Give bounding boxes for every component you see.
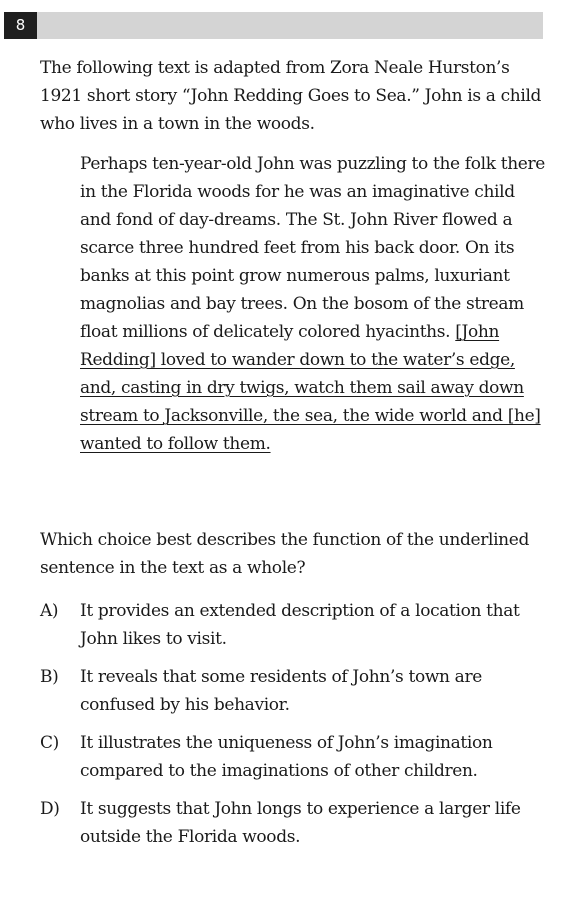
passage-text: Perhaps ten-year-old John was puzzling to the folk there in the Florida woods for he was an imaginative child and fond of day-dreams. The St. John River flowed a scarce three hundred feet from his back door. On its banks at this point grow numerous palms, luxuriant magnolias and bay trees. On the bosom of the stream float millions of delicately colored hyacinths. xyxy=(80,154,546,342)
question-prompt: Which choice best describes the function of the underlined sentence in the text as a whole? xyxy=(40,530,530,578)
choice-text: It illustrates the uniqueness of John’s imagination compared to the imaginations of other children. xyxy=(80,733,493,781)
choice-letter: B) xyxy=(40,667,59,687)
choice-letter: D) xyxy=(40,799,60,819)
passage-intro: The following text is adapted from Zora Neale Hurston’s 1921 short story “John Redding Goes to Sea.” John is a child who lives in a town in the woods. xyxy=(40,58,542,134)
choice-text: It suggests that John longs to experience a larger life outside the Florida woods. xyxy=(80,799,521,847)
answer-choice-a[interactable] xyxy=(40,597,550,653)
answer-choice-d[interactable] xyxy=(40,795,550,851)
choice-text: It reveals that some residents of John’s town are confused by his behavior. xyxy=(80,667,482,715)
choice-text: It provides an extended description of a location that John likes to visit. xyxy=(80,601,520,649)
choice-letter: A) xyxy=(40,601,59,621)
answer-choice-c[interactable] xyxy=(40,729,550,785)
answer-choices xyxy=(40,597,550,861)
passage xyxy=(80,150,550,458)
underlined-sentence: [John Redding] loved to wander down to the water’s edge, and, casting in dry twigs, watch them sail away down stream to Jacksonville, the sea, the wide world and [he] wanted to follow them. xyxy=(80,322,541,454)
answer-choice-b[interactable] xyxy=(40,663,550,719)
choice-letter: C) xyxy=(40,733,59,753)
question-number: 8 xyxy=(4,12,37,39)
question-header-bar xyxy=(4,12,543,39)
